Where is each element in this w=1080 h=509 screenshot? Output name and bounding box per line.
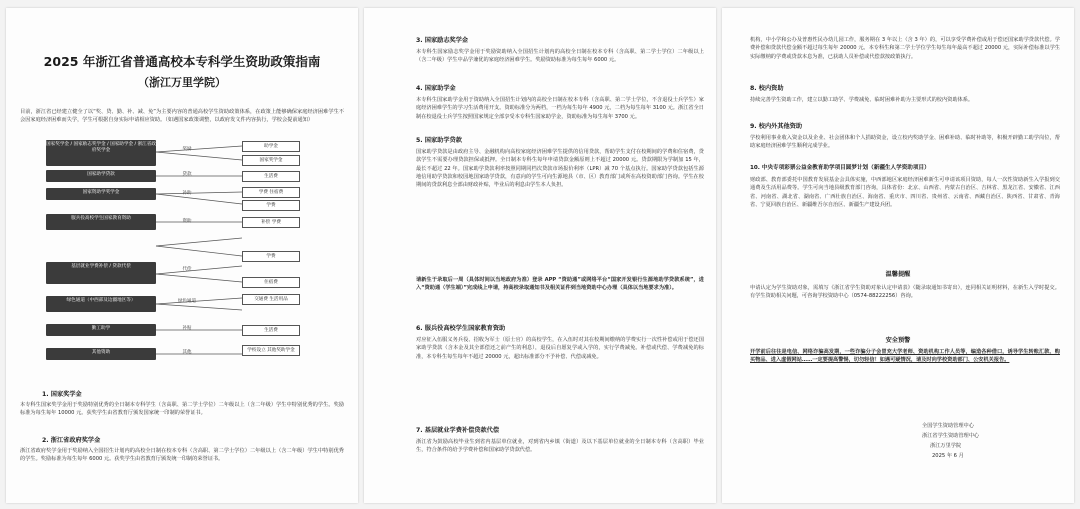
flow-target: 学校设立 其他奖助学金 bbox=[242, 345, 300, 356]
flow-source-other: 其他资助 bbox=[46, 348, 156, 360]
section-1-title: 1. 国家奖学金 bbox=[42, 391, 82, 398]
policy-flowchart bbox=[46, 138, 326, 370]
footer-org-1: 全国学生资助管理中心 bbox=[922, 423, 974, 429]
section-5-loan-instructions: 请新生于录取后一周（具体时间以当地政府为准）登录 APP “资助通”或网络平台“国家开发银行生源地助学贷款系统”，进入“资助通（学生端）”完成线上申请，持高校录取通知书及相关证件到当地资助中心办理（具体以当地要求为准）。 bbox=[416, 277, 704, 292]
flow-source-loan: 国家助学贷款 bbox=[46, 170, 156, 182]
flow-label: 代偿 bbox=[182, 267, 192, 272]
section-5-title: 5. 国家助学贷款 bbox=[416, 137, 462, 144]
flow-target: 补偿 学费 bbox=[242, 217, 300, 228]
flow-target: 学费 住宿费 bbox=[242, 187, 300, 198]
flow-source-subsidy: 国家资助学奖学金 bbox=[46, 188, 156, 200]
flow-label: 补助 bbox=[182, 191, 192, 196]
flow-source-work-study: 勤工助学 bbox=[46, 324, 156, 336]
flow-target: 生活费 bbox=[242, 325, 300, 336]
flow-label: 绿色通道 bbox=[178, 299, 196, 304]
flow-label: 奖励 bbox=[182, 147, 192, 152]
document-page-1 bbox=[6, 8, 358, 503]
flow-target: 助学金 bbox=[242, 141, 300, 152]
document-subtitle: （浙江万里学院） bbox=[138, 76, 226, 89]
section-3-body: 本专科生国家励志奖学金用于奖励资助纳入全国招生计划内的高校全日制在校本专科（含高职、第二学士学位）二年级以上（含二年级）学生中品学兼优的家庭经济困难学生。奖励资助标准为每生每年 6000 元。 bbox=[416, 49, 704, 64]
section-1-body: 本专科生国家奖学金用于奖励特别优秀的全日制本专科学生（含高职、第二学士学位）二年级以上（含二年级）学生中特别优秀的学生。奖励标准为每生每年 10000 元。获奖学生由省教育厅颁发国家统一印制的荣誉证书。 bbox=[20, 402, 344, 417]
section-7-continued: 机构，中小学和公办及普惠性民办幼儿园工作，服务期在 3 年以上（含 3 年）的，可以享受学费补偿或用于偿还国家助学贷款代偿。学费补偿和贷款代偿金额不超过每生每年 20000 元。本专科生和第二学士学位学生每生每年最高不超过 20000 元，实际补偿标准以学生实际缴纳的学费或贷款本息为准，已获助人员补偿或代偿款按政策执行。 bbox=[750, 37, 1060, 60]
flow-target: 住宿费 bbox=[242, 277, 300, 288]
flow-source-military: 服兵役高校学生国家教育资助 bbox=[46, 214, 156, 230]
section-7-title: 7. 基层就业学费补偿贷款代偿 bbox=[416, 427, 500, 434]
safety-title: 安全预警 bbox=[885, 337, 911, 344]
flow-label: 资助 bbox=[182, 219, 192, 224]
section-10-body: 财政部、教育部委托中国教育发展基金会具体实施，中西部地区家庭经济困难新生可申请该项目资助，每人一次性资助新生入学报到交通费及生活用品费等。学生可向当地县级教育部门咨询，具体省份：北京、山西省、内蒙古自治区、吉林省、黑龙江省、安徽省、江西省、河南省、湖北省、湖南省、广西壮族自治区、海南省、重庆市、四川省、贵州省、云南省、西藏自治区、陕西省、甘肃省、青海省、宁夏回族自治区、新疆维吾尔自治区、新疆生产建设兵团。 bbox=[750, 177, 1060, 208]
flow-target: 交通费 生活用品 bbox=[242, 294, 300, 305]
document-page-3 bbox=[722, 8, 1074, 503]
document-page-2 bbox=[364, 8, 716, 503]
section-5-body: 国家助学贷款是由政府主导、金融机构向高校家庭经济困难学生提供的信用贷款，帮助学生支付在校期间的学费和住宿费，贷款学生不需要办理贷款担保或抵押。全日制本专科生每年申请贷款金额原则上不超过 20000 元。贷款期限为学制加 15 年，最长不超过 22 年。国家助学贷款利率按照同期同档次贷款市场报价利率（LPR）减 70 个基点执行。国家助学贷款包括生源地信用助学贷款和校园地国家助学贷款，有意向的学生可向生源地县（市、区）教育部门或所在高校资助部门咨询。学生在校期间的贷款利息全部由财政补贴，毕业后的利息由学生本人负担。 bbox=[416, 149, 704, 189]
document-title: 2025 年浙江省普通高校本专科学生资助政策指南 bbox=[43, 54, 321, 69]
section-8-title: 8. 校内资助 bbox=[750, 85, 784, 92]
flow-target: 学费 bbox=[242, 200, 300, 211]
flow-source-grassroots: 基层就业学费补偿 / 贷款代偿 bbox=[46, 262, 156, 284]
flow-source-scholarships: 国家奖学金 / 国家励志奖学金 / 国家助学金 / 浙江省政府奖学金 bbox=[46, 140, 156, 166]
section-2-body: 浙江省政府奖学金用于奖励纳入全国招生计划内的高校全日制在校本专科（含高职、第二学士学位）二年级以上（含二年级）学生中特别优秀的学生。奖励标准为每生每年 6000 元。获奖学生由省教育厅颁发统一印制的荣誉证书。 bbox=[20, 448, 344, 463]
section-8-body: 持续完善学生资助工作，建立以勤工助学、学费减免、临时困难补助为主要形式的校内资助体系。 bbox=[750, 97, 974, 103]
footer-org-2: 浙江省学生资助管理中心 bbox=[922, 433, 980, 439]
footer-date: 2025 年 6 月 bbox=[932, 453, 964, 459]
flow-label: 贷款 bbox=[182, 172, 192, 177]
section-4-body: 本专科生国家助学金用于资助纳入全国招生计划内的高校全日制在校本专科（含高职、第二学士学位，不含退役士兵学生）家庭经济困难学生的学习生活费用开支。资助标准分为两档，一档为每生每年 4900 元，二档为每生每年 3100 元。浙江省全日制在校退役士兵学生按照国家规定全部享受本专科生国家助学金，资助标准为每生每年 3700 元。 bbox=[416, 97, 704, 120]
section-10-title: 10. 中央专项彩票公益金教育助学项目圆梦计划（新疆生人学资助项目） bbox=[750, 165, 930, 171]
section-2-title: 2. 浙江省政府奖学金 bbox=[42, 437, 101, 444]
flow-source-green-channel: 绿色通道（中西部及边疆地区等） bbox=[46, 296, 156, 312]
section-3-title: 3. 国家励志奖学金 bbox=[416, 37, 469, 44]
flow-target: 学费 bbox=[242, 251, 300, 262]
section-7-body: 浙江省为鼓励高校毕业生到省内基层单位就业，对到省内乡镇（街道）及以下基层单位就业的全日制本专科（含高职）毕业生，符合条件的给予学费补偿和国家助学贷款代偿。 bbox=[416, 439, 704, 454]
flow-label: 补贴 bbox=[182, 326, 192, 331]
section-9-body: 学校利用事业收入资金以及企业、社会团体和个人捐助资金，设立校内奖助学金、困难补助、临时补助等，积极开辟勤工助学岗位，帮助家庭经济困难学生顺利完成学业。 bbox=[750, 135, 1060, 150]
footer-org-3: 浙江万里学院 bbox=[930, 443, 962, 449]
flow-target: 生活费 bbox=[242, 171, 300, 182]
flow-label: 其他 bbox=[182, 350, 192, 355]
section-6-body: 对应征入伍服义务兵役、招收为军士（原士官）的高校学生，在入伍时对其在校期间缴纳的学费实行一次性补偿或用于偿还国家助学贷款（含本金及其全部偿还之前产生的利息），退役后自愿复学或入学的，实行学费减免。补偿或代偿、学费减免的标准，本专科生每生每年不超过 20000 元，超出标准部分不予补偿、代偿或减免。 bbox=[416, 337, 704, 360]
reminder-body: 申请认定为学生资助对象，需填写《浙江省学生资助对象认定申请表》（随录取通知书寄出），连同相关证明材料，在新生入学时提交。有学生资助相关问题，可咨询学校资助中心（0574-88222256）咨询。 bbox=[750, 285, 1060, 300]
reminder-title: 温馨提醒 bbox=[885, 271, 911, 278]
section-6-title: 6. 服兵役高校学生国家教育资助 bbox=[416, 325, 506, 332]
section-9-title: 9. 校内外其他资助 bbox=[750, 123, 803, 130]
section-4-title: 4. 国家助学金 bbox=[416, 85, 456, 92]
flow-target: 国家奖学金 bbox=[242, 155, 300, 166]
safety-body: 开学前后往往是电信、网络诈骗高发期，一些诈骗分子会冒充大学老师、资助机构工作人员等，编造各种借口，诱导学生转账汇款、购买物品、进入虚假网站……一定要提高警惕，切勿轻信！如遇可疑情况，请及时向学校资助部门、公安机关报告。 bbox=[750, 349, 1060, 364]
intro-paragraph: 目前，浙江省已经建立健全了以“奖、贷、勤、补、减、免”为主要内容的普通高校学生资助政策体系，在政策上能够确保家庭经济困难学生不会因家庭经济困难而失学，学生可根据自身实际申请相应资助。（如遇国家政策调整，以政府发文件内容执行，学校会提前通知） bbox=[20, 109, 344, 124]
